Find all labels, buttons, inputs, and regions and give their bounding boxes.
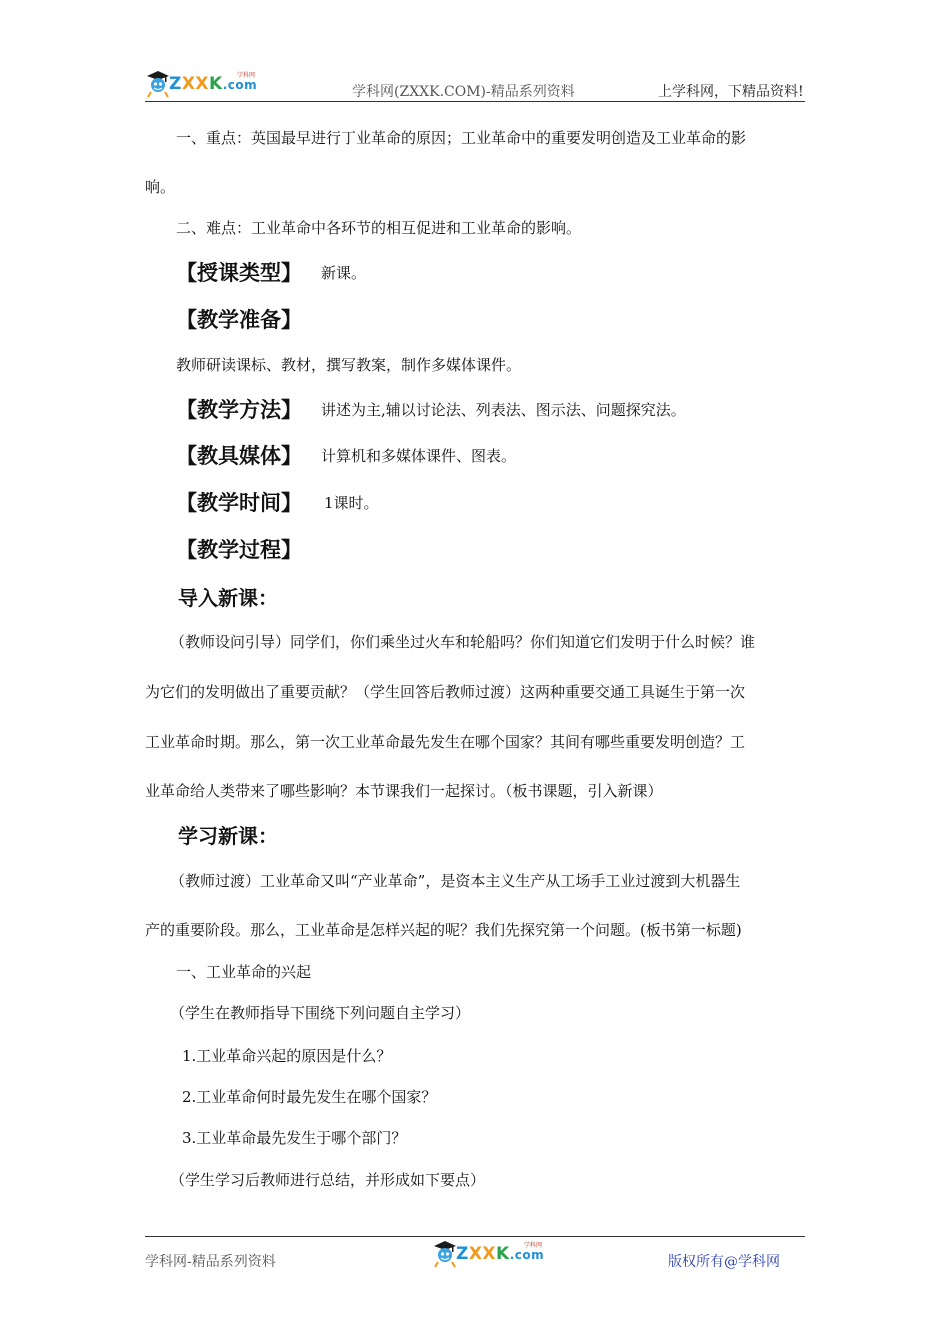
logo-tag: 学科网 [524, 1242, 543, 1249]
intro-paragraph-line-1: （教师设问引导）同学们，你们乘坐过火车和轮船吗？你们知道它们发明于什么时候？谁 [170, 633, 756, 651]
time-label: 【教学时间】 [176, 491, 302, 515]
section-heading-1: 一、工业革命的兴起 [176, 963, 312, 981]
media-value: 计算机和多媒体课件、图表。 [321, 447, 517, 465]
time-value: 1课时。 [324, 494, 379, 512]
process-label: 【教学过程】 [176, 538, 302, 562]
media-label: 【教具媒体】 [176, 444, 302, 468]
method-label: 【教学方法】 [176, 398, 302, 422]
self-study-note: （学生在教师指导下围绕下列问题自主学习） [170, 1004, 471, 1022]
header-slogan: 上学科网，下精品资料! [658, 84, 804, 100]
learn-heading: 学习新课： [178, 824, 278, 848]
intro-paragraph-line-2: 为它们的发明做出了重要贡献？（学生回答后教师过渡）这两种重要交通工具诞生于第一次 [145, 683, 746, 701]
logo-tag: 学科网 [237, 72, 256, 79]
learn-paragraph-line-1: （教师过渡）工业革命又叫“产业革命”，是资本主义生产从工场手工业过渡到大机器生 [170, 872, 741, 890]
type-value: 新课。 [321, 264, 367, 282]
question-1: 1.工业革命兴起的原因是什么？ [182, 1047, 392, 1065]
header-title: 学科网(ZXXK.COM)-精品系列资料 [352, 84, 575, 100]
difficulty-line: 二、难点：工业革命中各环节的相互促进和工业革命的影响。 [176, 219, 582, 237]
focus-line-2: 响。 [145, 178, 176, 196]
prep-value: 教师研读课标、教材，撰写教案，制作多媒体课件。 [176, 356, 522, 374]
footer-source: 学科网-精品系列资料 [145, 1254, 276, 1270]
logo-wordmark: ZXXK.com [456, 1244, 545, 1264]
question-2: 2.工业革命何时最先发生在哪个国家？ [182, 1088, 437, 1106]
logo-wordmark: ZXXK.com [169, 74, 258, 94]
intro-heading: 导入新课： [178, 586, 278, 610]
learn-paragraph-line-2: 产的重要阶段。那么，工业革命是怎样兴起的呢？我们先探究第一个问题。(板书第一标题) [145, 921, 742, 939]
focus-line-1: 一、重点：英国最早进行丁业革命的原因；工业革命中的重要发明创造及工业革命的影 [176, 129, 747, 147]
intro-paragraph-line-3: 工业革命时期。那么，第一次工业革命最先发生在哪个国家？其间有哪些重要发明创造？工 [145, 733, 746, 751]
mascot-icon [145, 68, 171, 98]
header-divider [145, 101, 805, 102]
type-label: 【授课类型】 [176, 261, 302, 285]
method-value: 讲述为主,辅以讨论法、列表法、图示法、问题探究法。 [321, 401, 686, 419]
summary-note: （学生学习后教师进行总结，并形成如下要点） [170, 1171, 486, 1189]
prep-label: 【教学准备】 [176, 308, 302, 332]
question-3: 3.工业革命最先发生于哪个部门？ [182, 1129, 407, 1147]
footer-divider [145, 1236, 805, 1237]
footer-logo [432, 1238, 544, 1268]
mascot-icon [432, 1238, 458, 1268]
intro-paragraph-line-4: 业革命给人类带来了哪些影响？本节课我们一起探讨。（板书课题，引入新课） [145, 782, 663, 800]
header-logo [145, 68, 257, 98]
footer-copyright: 版权所有@学科网 [668, 1254, 780, 1270]
